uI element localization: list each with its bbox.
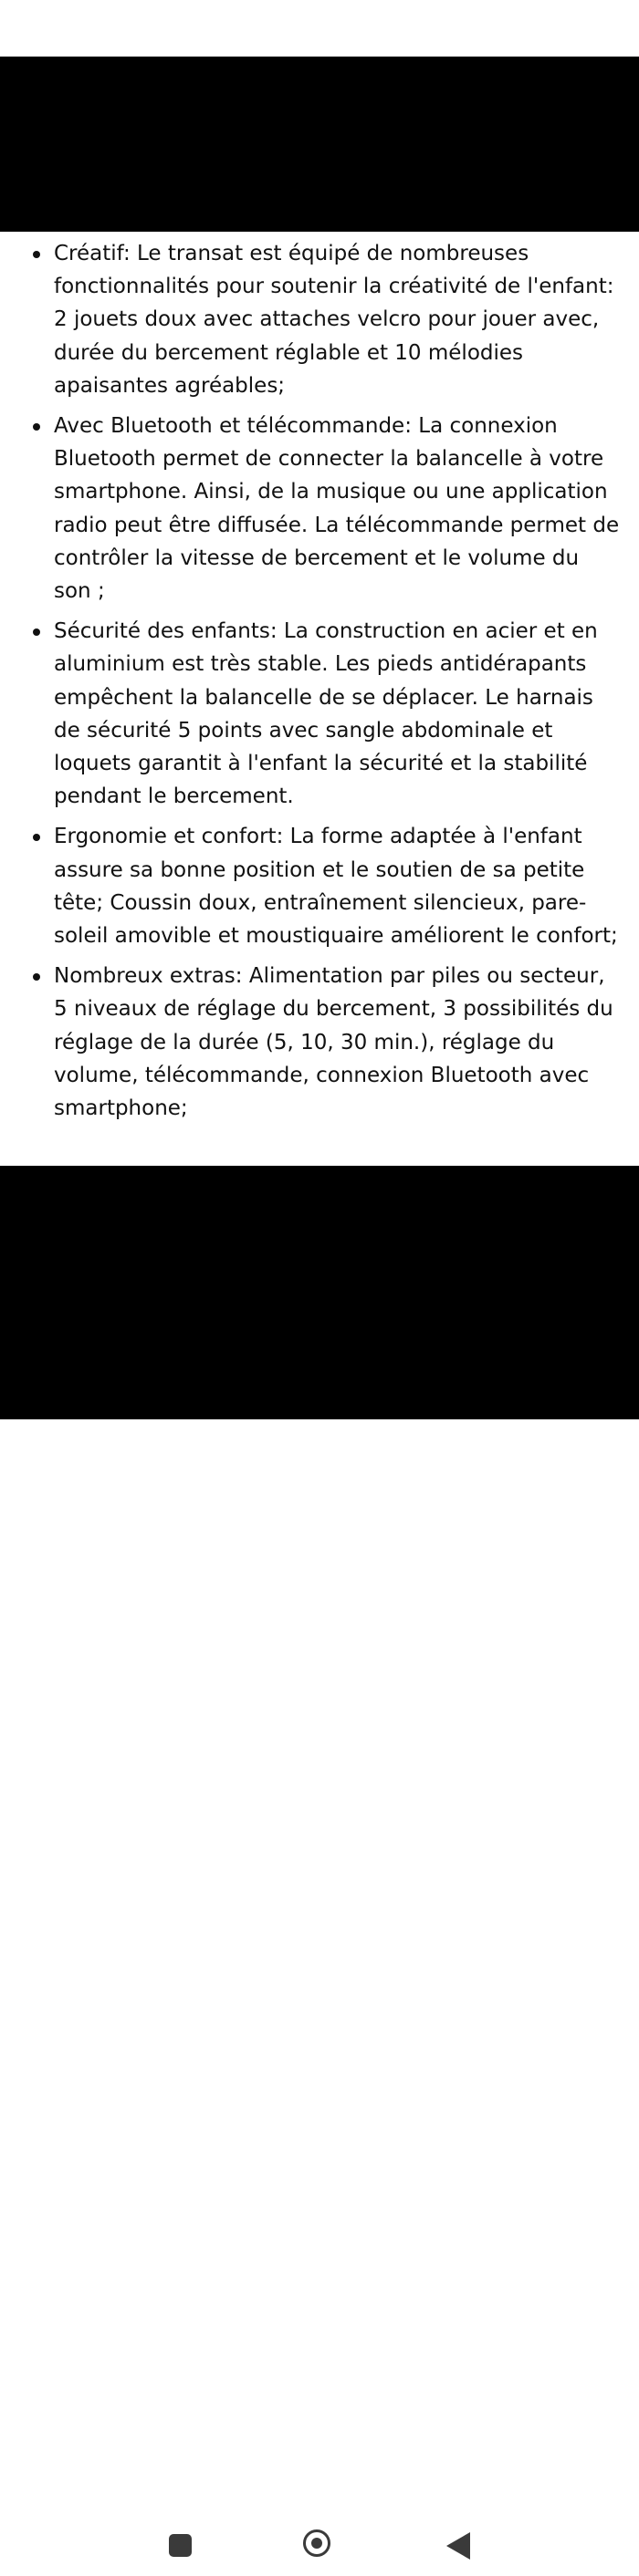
list-item — [0, 410, 639, 608]
bullet-icon — [33, 834, 40, 841]
system-nav-bar — [0, 2516, 639, 2576]
recents-square-icon[interactable] — [169, 2534, 192, 2557]
list-item — [0, 615, 639, 813]
back-triangle-icon[interactable] — [446, 2532, 470, 2560]
bullet-icon — [33, 423, 40, 431]
list-item — [0, 820, 639, 952]
status-bar — [0, 0, 639, 57]
feature-text: Avec Bluetooth et télécommande: La connexion Bluetooth permet de connecter la balancelle à votre smartphone. Ainsi, de la musique ou une application radio peut être diffusée. La télécommande permet de contrôler la vitesse de bercement et le volume du son ; — [54, 414, 620, 604]
image-area-top — [0, 57, 639, 232]
feature-text: Ergonomie et confort: La forme adaptée à l'enfant assure sa bonne position et le soutien de sa petite tête; Coussin doux, entraînement silencieux, pare-soleil amovible et moustiquaire améliorent le confort; — [54, 825, 618, 949]
bullet-icon — [33, 628, 40, 636]
feature-text: Sécurité des enfants: La construction en acier et en aluminium est très stable. Les pieds antidérapants empêchent la balancelle de se déplacer. Le harnais de sécurité 5 points avec sangle abdominale et loquets garantit à l'enfant la sécurité et la stabilité pendant le bercement. — [54, 619, 598, 809]
image-area-bottom — [0, 1166, 639, 1419]
home-dot-icon — [311, 2538, 322, 2549]
home-circle-icon[interactable] — [303, 2529, 330, 2557]
product-description — [0, 232, 639, 1166]
feature-list — [0, 232, 639, 1125]
bullet-icon — [33, 973, 40, 981]
bullet-icon — [33, 251, 40, 258]
list-item — [0, 960, 639, 1125]
feature-text: Nombreux extras: Alimentation par piles ou secteur, 5 niveaux de réglage du bercement, 3 possibilités du réglage de la durée (5, 10, 30 min.), réglage du volume, télécommande, connexion Bluetooth avec smartphone; — [54, 964, 613, 1121]
list-item — [0, 237, 639, 402]
feature-text: Créatif: Le transat est équipé de nombreuses fonctionnalités pour soutenir la créativité de l'enfant: 2 jouets doux avec attaches velcro pour jouer avec, durée du bercement réglable et 10 mélodies apaisantes agréables; — [54, 242, 614, 398]
